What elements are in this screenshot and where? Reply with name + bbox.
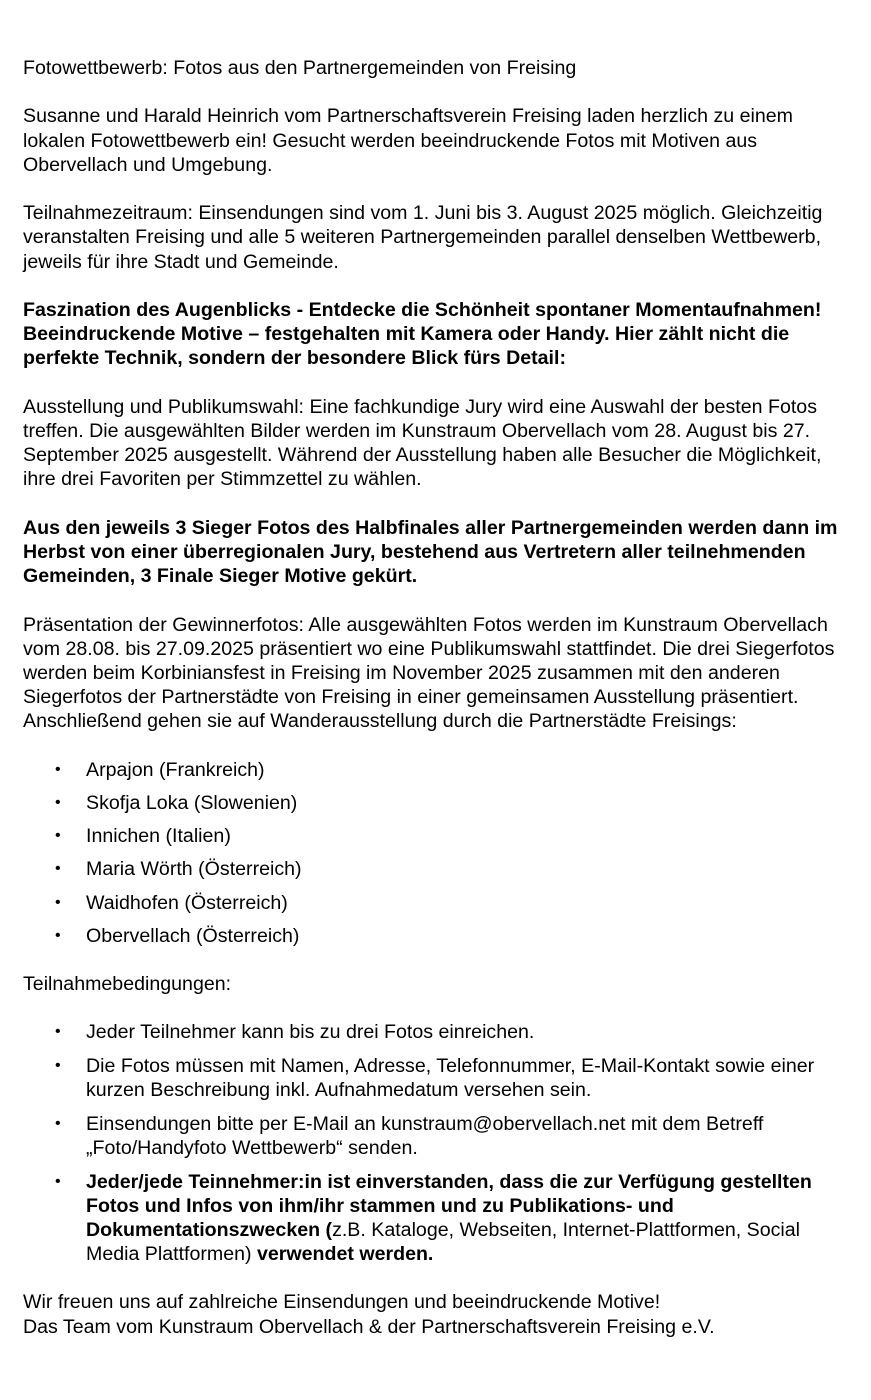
list-item <box>23 857 838 881</box>
closing-text <box>23 1290 838 1338</box>
conditions-heading: Teilnahmebedingungen: <box>23 973 232 995</box>
document-title: Fotowettbewerb: Fotos aus den Partnergemeinden von Freising <box>23 57 577 79</box>
consent-examples: z.B. Kataloge, Webseiten, Internet-Plattformen, Social Media Plattformen) <box>86 1218 801 1266</box>
city-label: Obervellach (Österreich) <box>86 924 300 947</box>
bullet-icon: • <box>55 1172 61 1190</box>
bullet-icon: • <box>55 827 61 845</box>
presentation-paragraph: Präsentation der Gewinnerfotos: Alle ausgewählten Fotos werden im Kunstraum Obervellach vom 28.08. bis 27.09.2025 präsentiert wo eine Publikumswahl stattfindet. Die drei Siegerfotos werden beim Korbiniansfest in Freising im November 2025 zusammen mit den anderen Siegerfotos der Partnerstädte von Freising in einer gemeinsamen Ausstellung präsentiert. Anschließend gehen sie auf Wanderausstellung durch die Partnerstädte Freisings: <box>23 613 835 733</box>
partner-cities-list <box>23 758 838 948</box>
document-page <box>23 56 838 1339</box>
list-item <box>23 924 838 948</box>
list-item <box>23 1020 838 1044</box>
consent-text <box>86 1171 812 1266</box>
list-item <box>23 1170 838 1267</box>
highlight-paragraph: Faszination des Augenblicks - Entdecke die Schönheit spontaner Momentaufnahmen! Beeindruckende Motive – festgehalten mit Kamera oder Handy. Hier zählt nicht die perfekte Technik, sondern der besondere Blick fürs Detail: <box>23 298 822 370</box>
bullet-icon: • <box>55 793 61 811</box>
list-item <box>23 1054 838 1102</box>
bullet-icon: • <box>55 1056 61 1074</box>
city-label: Innichen (Italien) <box>86 825 231 848</box>
condition-text: Jeder Teilnehmer kann bis zu drei Fotos einreichen. <box>86 1021 535 1044</box>
closing-signature: Das Team vom Kunstraum Obervellach & der Partnerschaftsverein Freising e.V. <box>23 1315 715 1338</box>
list-item <box>23 824 838 848</box>
bullet-icon: • <box>55 1114 61 1132</box>
list-item <box>23 791 838 815</box>
bullet-icon: • <box>55 926 61 944</box>
city-label: Skofja Loka (Slowenien) <box>86 791 298 814</box>
consent-bold-start: Jeder/jede Teinnehmer:in ist einverstanden, dass die zur Verfügung gestellten Fotos und Infos von ihm/ihr stammen und zu Publikations- und Dokumentationszwecken ( <box>86 1170 812 1241</box>
exhibition-paragraph: Ausstellung und Publikumswahl: Eine fachkundige Jury wird eine Auswahl der besten Fotos treffen. Die ausgewählten Bilder werden im Kunstraum Obervellach vom 28. August bis 27. September 2025 ausgestellt. Während der Ausstellung haben alle Besucher die Möglichkeit, ihre drei Favoriten per Stimmzettel zu wählen. <box>23 395 822 491</box>
bullet-icon: • <box>55 860 61 878</box>
conditions-list <box>23 1020 838 1266</box>
list-item <box>23 891 838 915</box>
bullet-icon: • <box>55 1023 61 1041</box>
bullet-icon: • <box>55 893 61 911</box>
period-paragraph: Teilnahmezeitraum: Einsendungen sind vom 1. Juni bis 3. August 2025 möglich. Gleichzeitig veranstalten Freising und alle 5 weiteren Partnergemeinden parallel denselben Wettbewerb, jeweils für ihre Stadt und Gemeinde. <box>23 202 823 273</box>
final-round-paragraph: Aus den jeweils 3 Sieger Fotos des Halbfinales aller Partnergemeinden werden dann im Herbst von einer überregionalen Jury, bestehend aus Vertretern aller teilnehmenden Gemeinden, 3 Finale Sieger Motive gekürt. <box>23 516 838 588</box>
bullet-icon: • <box>55 760 61 778</box>
city-label: Maria Wörth (Österreich) <box>86 858 302 881</box>
condition-text: Die Fotos müssen mit Namen, Adresse, Telefonnummer, E-Mail-Kontakt sowie einer kurzen Beschreibung inkl. Aufnahmedatum versehen sein. <box>86 1054 815 1102</box>
intro-paragraph: Susanne und Harald Heinrich vom Partnerschaftsverein Freising laden herzlich zu einem lokalen Fotowettbewerb ein! Gesucht werden beeindruckende Fotos mit Motiven aus Obervellach und Umgebung. <box>23 105 793 176</box>
list-item <box>23 1112 838 1160</box>
city-label: Arpajon (Frankreich) <box>86 758 265 781</box>
city-label: Waidhofen (Österreich) <box>86 891 288 914</box>
condition-text: Einsendungen bitte per E-Mail an kunstraum@obervellach.net mit dem Betreff „Foto/Handyfoto Wettbewerb“ senden. <box>86 1112 764 1159</box>
list-item <box>23 758 838 782</box>
closing-line-1: Wir freuen uns auf zahlreiche Einsendungen und beeindruckende Motive! <box>23 1291 661 1314</box>
consent-bold-end: verwendet werden. <box>251 1243 434 1266</box>
